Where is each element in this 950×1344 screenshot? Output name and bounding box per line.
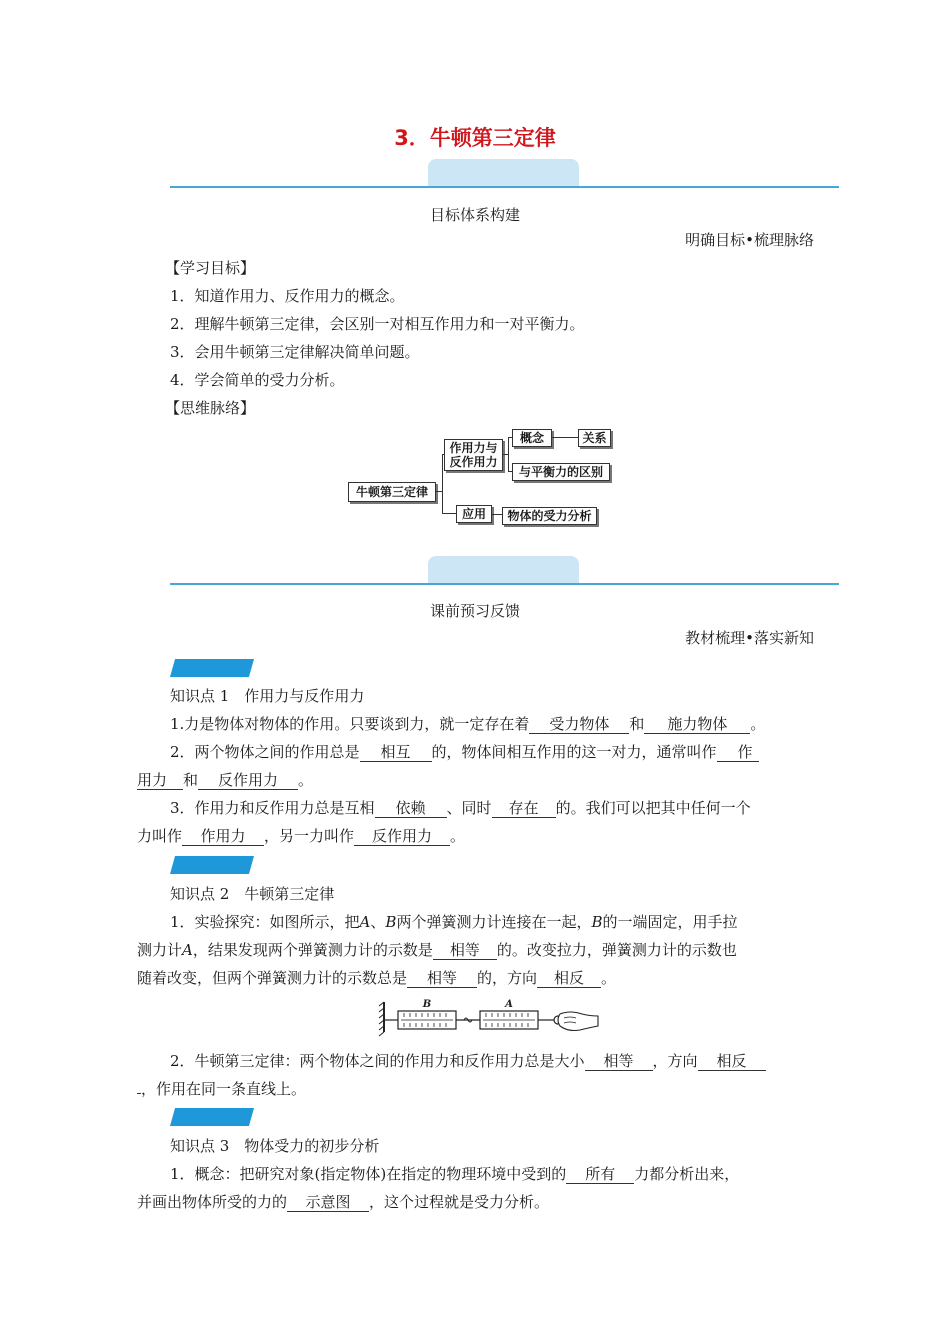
mindmap-node: 概念 (512, 429, 552, 447)
connector (508, 437, 509, 471)
scale-label: A (505, 999, 513, 1010)
section-subtitle: 教材梳理•落实新知 (685, 629, 814, 647)
answer-blank: 相反 (537, 969, 601, 988)
goal-item: 3．会用牛顿第三定律解决简单问题。 (170, 343, 420, 361)
goal-item: 2．理解牛顿第三定律，会区别一对相互作用力和一对平衡力。 (170, 315, 585, 333)
mindmap-heading: 【思维脉络】 (165, 399, 256, 417)
section-tab (428, 159, 579, 186)
kp-heading: 知识点 2 牛顿第三定律 (170, 885, 335, 903)
kp2-line: 测力计A，结果发现两个弹簧测力计的示数是 相等 的。改变拉力，弹簧测力计的示数也 (137, 941, 737, 959)
kp2-line: 随着改变，但两个弹簧测力计的示数总是 相等 的，方向 相反 。 (137, 969, 617, 987)
mindmap-node: 关系 (578, 429, 611, 447)
answer-blank: 相互 (360, 743, 432, 762)
kp-heading: 知识点 1 作用力与反作用力 (170, 687, 365, 705)
connector (492, 514, 502, 515)
answer-blank: 相等 (585, 1052, 653, 1071)
goals-heading: 【学习目标】 (165, 259, 256, 277)
scale-label: B (422, 999, 432, 1010)
kp1-line: 2．两个物体之间的作用总是 相互 的，物体间相互作用的这一对力，通常叫作 作 (170, 742, 759, 762)
kp2-line: 1．实验探究：如图所示，把A、B两个弹簧测力计连接在一起，B的一端固定，用手拉 (170, 913, 738, 931)
section-subtitle: 明确目标•梳理脉络 (685, 231, 814, 249)
answer-blank: 施力物体 (644, 715, 750, 734)
mindmap-root: 牛顿第三定律 (348, 482, 436, 502)
kp1-line: 用力 和 反作用力 。 (137, 771, 314, 789)
connector (552, 437, 578, 438)
section-rule (170, 186, 839, 188)
answer-blank: 反作用力 (198, 771, 298, 790)
mindmap-node: 物体的受力分析 (502, 507, 597, 525)
page-title: 3．牛顿第三定律 (394, 126, 556, 150)
kp3-line: 1．概念：把研究对象(指定物体)在指定的物理环境中受到的 所有 力都分析出来， (170, 1165, 740, 1183)
answer-blank: 用力 (137, 771, 183, 790)
kp1-line: 1.力是物体对物体的作用。只要谈到力，就一定存在着 受力物体 和 施力物体 。 (170, 715, 766, 733)
kp1-line: 力叫作 作用力 ，另一力叫作 反作用力 。 (137, 827, 466, 845)
connector (442, 513, 456, 514)
goal-item: 1．知道作用力、反作用力的概念。 (170, 287, 405, 305)
answer-blank: 示意图 (287, 1193, 369, 1212)
mindmap-node: 与平衡力的区别 (512, 463, 610, 481)
spring-scale-figure (378, 996, 603, 1038)
answer-blank: 存在 (492, 799, 556, 818)
section-title: 课前预习反馈 (429, 602, 520, 620)
answer-blank: 相反 (698, 1052, 766, 1071)
kp3-line: 并画出物体所受的力的 示意图 ，这个过程就是受力分析。 (137, 1193, 550, 1211)
section-title: 目标体系构建 (429, 206, 520, 224)
answer-blank: 相等 (433, 941, 497, 960)
goal-item: 4．学会简单的受力分析。 (170, 371, 345, 389)
answer-blank: 所有 (566, 1165, 634, 1184)
section-rule (170, 583, 839, 585)
answer-blank: 依赖 (375, 799, 447, 818)
answer-blank: 作 (717, 743, 759, 762)
answer-blank: 相等 (407, 969, 477, 988)
kp2-line: 2．牛顿第三定律：两个物体之间的作用力和反作用力总是大小 相等 ，方向 相反 (170, 1051, 766, 1071)
kp1-line: 3．作用力和反作用力总是互相 依赖 、同时 存在 的。我们可以把其中任何一个 (170, 799, 751, 817)
kp2-line: ，作用在同一条直线上。 (137, 1079, 306, 1099)
mindmap-branch: 应用 (456, 505, 492, 523)
answer-blank: 反作用力 (354, 827, 450, 846)
kp-heading: 知识点 3 物体受力的初步分析 (170, 1137, 380, 1155)
knowledge-badge (170, 1108, 254, 1126)
section-tab (428, 556, 579, 583)
knowledge-badge (170, 659, 254, 677)
connector (442, 454, 443, 513)
mindmap-branch: 作用力与 反作用力 (444, 439, 503, 471)
knowledge-badge (170, 856, 254, 874)
answer-blank: 作用力 (182, 827, 264, 846)
answer-blank: 受力物体 (529, 715, 629, 734)
